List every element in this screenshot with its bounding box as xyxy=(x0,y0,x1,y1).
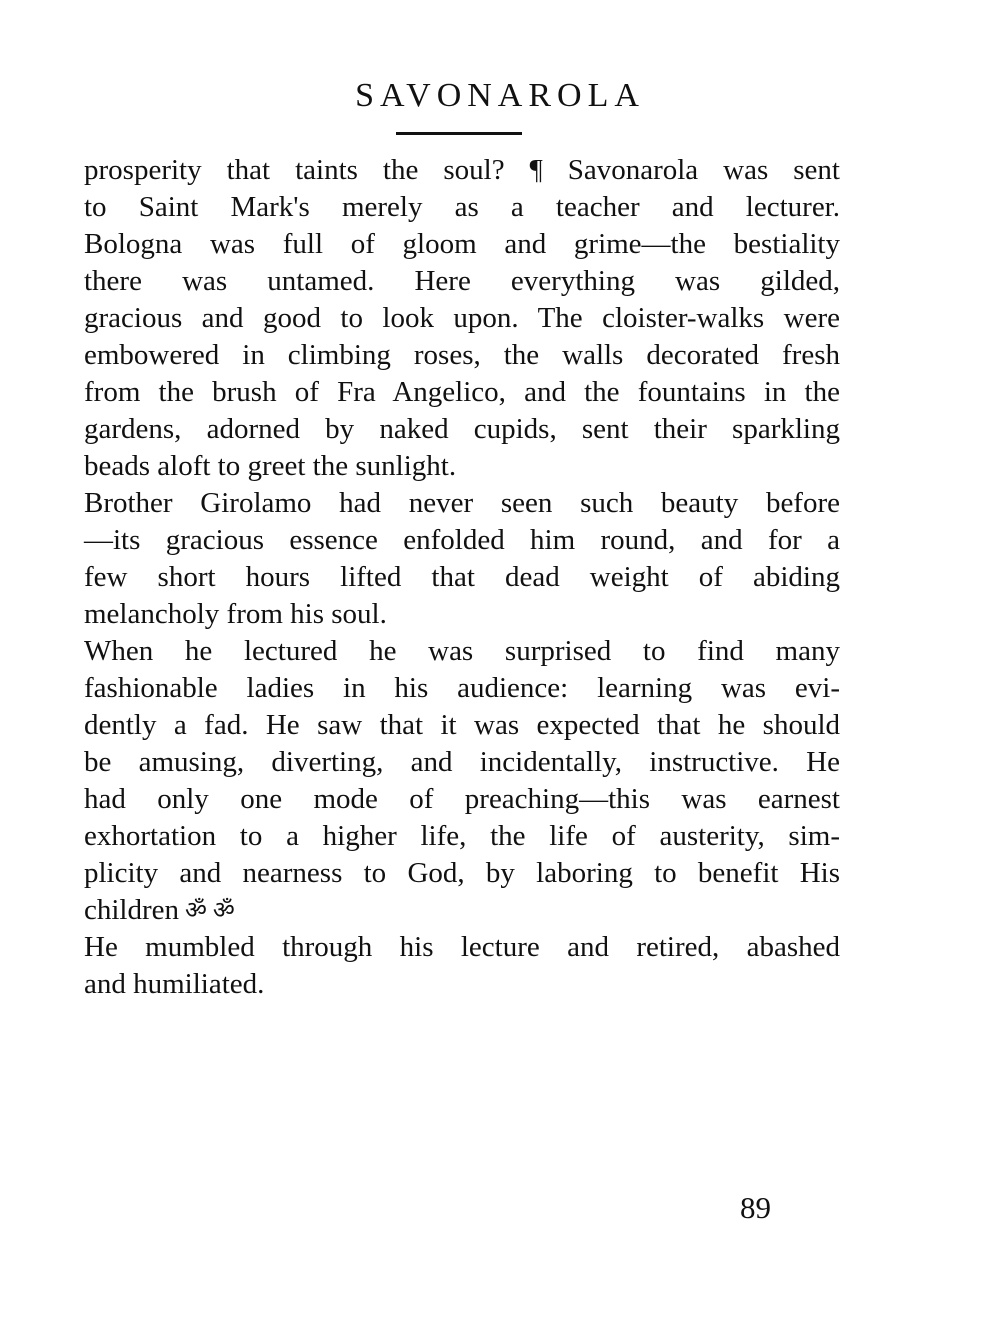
text-line-with-ornament xyxy=(84,892,840,929)
paragraph-3 xyxy=(84,633,840,929)
text-line: When he lectured he was surprised to find many xyxy=(84,635,840,667)
text-line: melancholy from his soul. xyxy=(84,598,387,630)
text-line: be amusing, diverting, and incidentally, instructive. He xyxy=(84,746,840,778)
text-line: there was untamed. Here everything was gilded, xyxy=(84,265,840,297)
text-line: Bologna was full of gloom and grime—the bestiality xyxy=(84,228,840,260)
body-text xyxy=(84,152,840,1003)
text-line: prosperity that taints the soul? ¶ Savonarola was sent xyxy=(84,154,840,186)
ornament-icon: ॐ ॐ xyxy=(185,898,235,924)
text-line: embowered in climbing roses, the walls decorated fresh xyxy=(84,339,840,371)
text-line: gardens, adorned by naked cupids, sent their sparkling xyxy=(84,413,840,445)
text-line: and humiliated. xyxy=(84,968,265,1000)
paragraph-1 xyxy=(84,152,840,485)
text-line: He mumbled through his lecture and retired, abashed xyxy=(84,931,840,963)
text-line: to Saint Mark's merely as a teacher and lecturer. xyxy=(84,191,840,223)
text-line: dently a fad. He saw that it was expected that he should xyxy=(84,709,840,741)
paragraph-2 xyxy=(84,485,840,633)
text-line: from the brush of Fra Angelico, and the fountains in the xyxy=(84,376,840,408)
head-rule-divider xyxy=(396,132,522,135)
text-line: had only one mode of preaching—this was earnest xyxy=(84,783,840,815)
text-line: plicity and nearness to God, by laboring to benefit His xyxy=(84,857,840,889)
text-line: —its gracious essence enfolded him round, and for a xyxy=(84,524,840,556)
text-line-content: children xyxy=(84,894,180,926)
text-line: Brother Girolamo had never seen such beauty before xyxy=(84,487,840,519)
text-line: beads aloft to greet the sunlight. xyxy=(84,450,457,482)
running-head: SAVONAROLA xyxy=(355,77,645,114)
text-line: gracious and good to look upon. The cloister-walks were xyxy=(84,302,840,334)
text-line: exhortation to a higher life, the life of austerity, sim- xyxy=(84,820,840,852)
paragraph-4 xyxy=(84,929,840,1003)
text-line: fashionable ladies in his audience: learning was evi- xyxy=(84,672,840,704)
text-line: few short hours lifted that dead weight of abiding xyxy=(84,561,840,593)
page-number: 89 xyxy=(740,1190,771,1225)
